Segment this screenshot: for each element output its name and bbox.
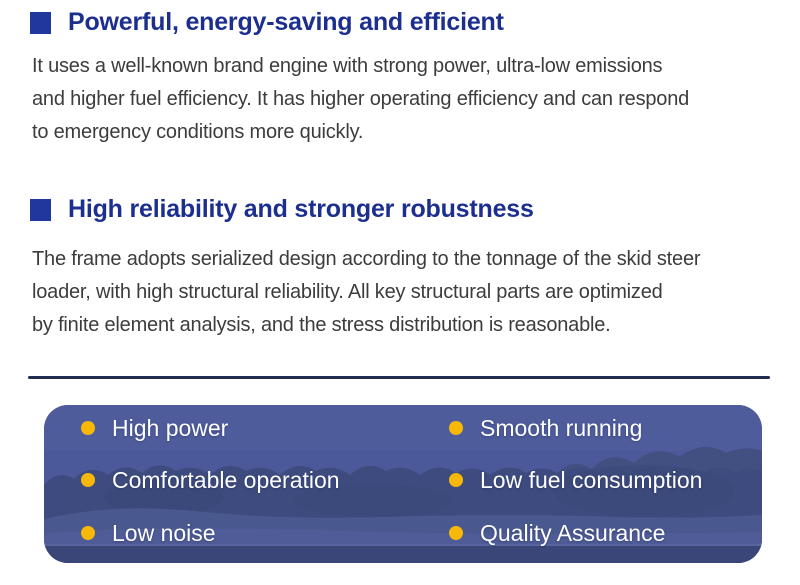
bullet-dot-icon xyxy=(449,473,463,487)
paragraph-line: It uses a well-known brand engine with strong power, ultra-low emissions xyxy=(32,55,663,77)
feature-panel xyxy=(44,405,762,563)
feature-item-comfortable-operation xyxy=(81,467,340,493)
feature-item-low-fuel-consumption xyxy=(449,467,702,493)
feature-label: Comfortable operation xyxy=(112,466,340,493)
section-heading-row-powerful xyxy=(30,8,504,37)
section-heading-reliability: High reliability and stronger robustness xyxy=(68,195,534,223)
paragraph-line: and higher fuel efficiency. It has higher operating efficiency and can respond xyxy=(32,88,690,110)
heading-square-icon xyxy=(30,12,51,34)
heading-square-icon xyxy=(30,199,51,221)
feature-item-high-power xyxy=(81,415,228,441)
section-paragraph-powerful xyxy=(32,50,689,149)
bullet-dot-icon xyxy=(449,421,463,435)
section-heading-row-reliability xyxy=(30,195,534,224)
section-heading-powerful: Powerful, energy-saving and efficient xyxy=(68,8,504,36)
bullet-dot-icon xyxy=(81,473,95,487)
bullet-dot-icon xyxy=(81,526,95,540)
bullet-dot-icon xyxy=(449,526,463,540)
feature-label: Quality Assurance xyxy=(480,519,666,546)
paragraph-line: The frame adopts serialized design according to the tonnage of the skid steer xyxy=(32,248,701,270)
feature-item-low-noise xyxy=(81,520,216,546)
feature-item-smooth-running xyxy=(449,415,642,441)
bullet-dot-icon xyxy=(81,421,95,435)
paragraph-line: to emergency conditions more quickly. xyxy=(32,121,364,143)
paragraph-line: loader, with high structural reliability. All key structural parts are optimized xyxy=(32,281,663,303)
paragraph-line: by finite element analysis, and the stress distribution is reasonable. xyxy=(32,314,611,336)
feature-label: Smooth running xyxy=(480,414,643,441)
section-paragraph-reliability xyxy=(32,243,700,342)
divider-rule xyxy=(28,376,770,379)
feature-label: Low fuel consumption xyxy=(480,466,703,493)
feature-item-quality-assurance xyxy=(449,520,665,546)
feature-label: High power xyxy=(112,414,229,441)
feature-label: Low noise xyxy=(112,519,216,546)
